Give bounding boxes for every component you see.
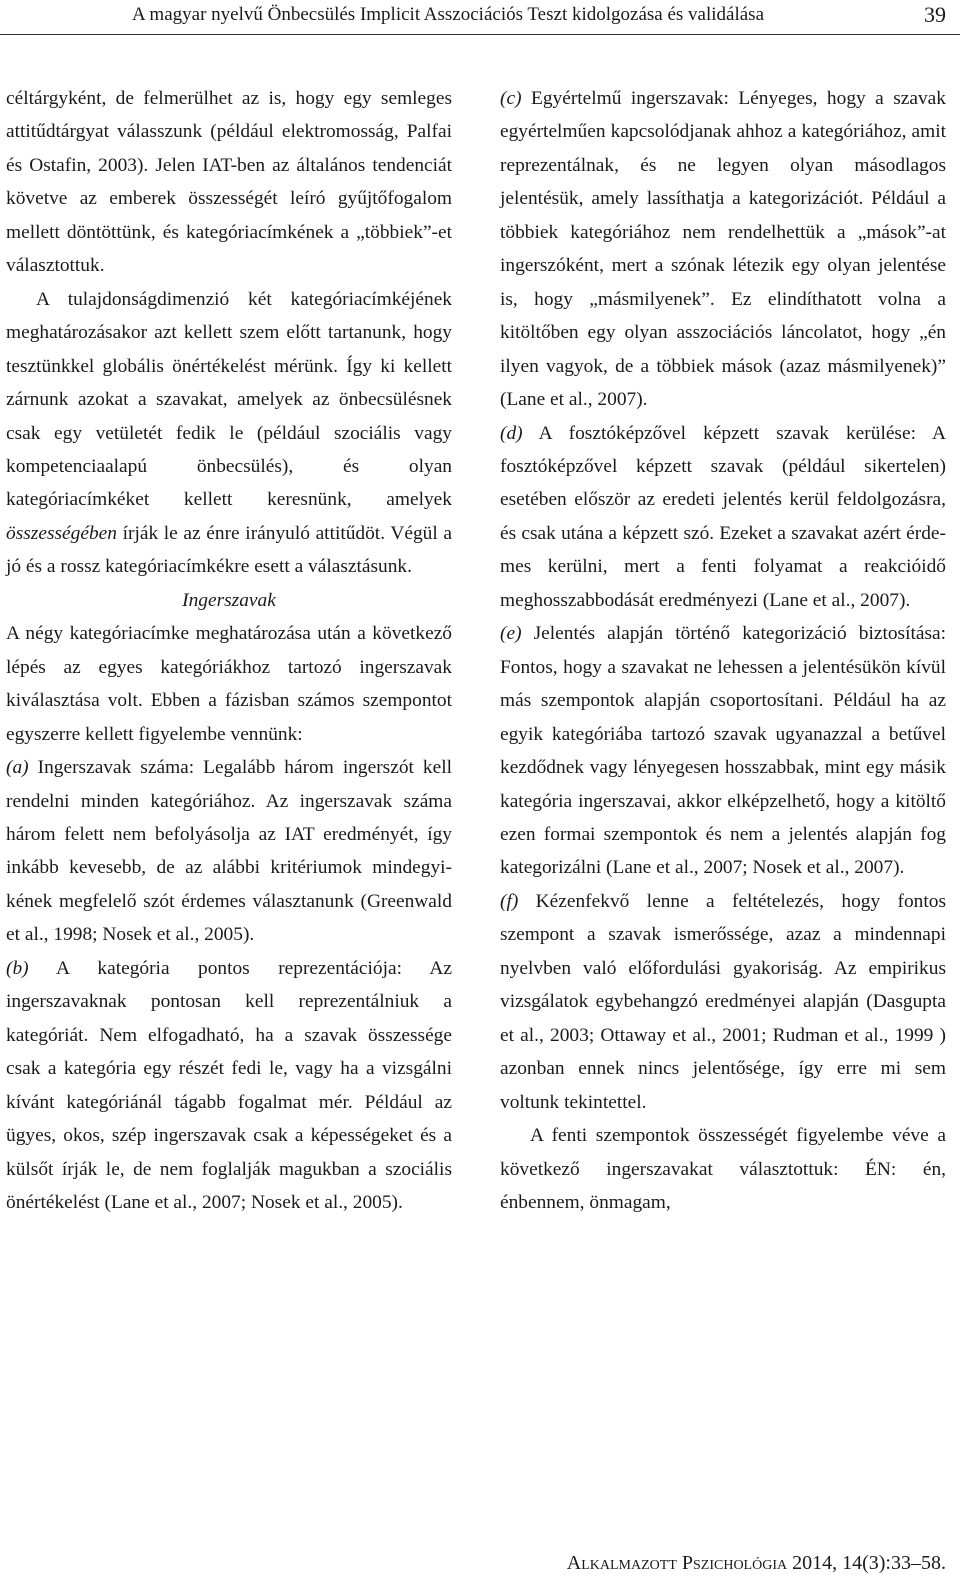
left-column (6, 82, 452, 1219)
section-heading: Ingerszavak (182, 589, 276, 611)
item-label: (c) (500, 88, 522, 109)
journal-footer (567, 1552, 946, 1575)
list-item (500, 617, 946, 885)
paragraph: A négy kategóriacímke meghatározása után a következő lépés az egyes kategóriákhoz tartozó ingerszavak kiválasztása volt. Ebben a fázisban számos szempontot egyszerre kellett figyelembe vennünk: (6, 623, 452, 745)
item-text: A kategória pontos reprezentációja: Az ingerszavaknak pontosan kell reprezentálniuk a kategóriát. Nem elfogadható, ha a szavak összessége csak a kategória egy részét fedi le, vagy ha a vizsgálni kívánt kategóriánál tágabb fogalmat mér. Például az ügyes, okos, szép ingerszavak csak a képességeket és a külsőt írják le, de nem foglalják magukban a szociális önértékelést (Lane et al., 2007; Nosek et al., 2005). (6, 957, 452, 1213)
list-item (6, 952, 452, 1220)
item-text: Kézenfekvő lenne a feltételezés, hogy fontos szempont a szavak ismerőssége, azaz a mindennapi nyelvben való előfordulási gyakoriság. Az empirikus vizsgálatok egybehangzó eredményei alapján (Dasgupta et al., 2003; Ottaway et al., 2001; Rudman et al., 1999 ) azonban ennek nincs jelentősége, így erre mi sem voltunk tekintettel. (500, 890, 946, 1113)
list-item (6, 751, 452, 952)
paragraph: A fenti szempontok összességét figyelembe véve a következő ingerszavakat választottuk: ÉN: én, énbennem, önmagam, (500, 1125, 946, 1213)
header-rule (0, 34, 960, 35)
running-head (0, 0, 960, 40)
running-title: A magyar nyelvű Önbecsülés Implicit Asszociációs Teszt kidolgozása és validálása (132, 4, 765, 25)
item-label: (a) (6, 757, 29, 779)
item-label: (b) (6, 957, 29, 979)
paragraph-text: A tulajdonságdimenzió két kategóriacímkéjének meghatározásakor azt kellett szem előtt tartanunk, hogy tesztünkkel globális önértékelést mérünk. Így ki kellett zárnunk azokat a szavakat, amelyek az önbecsülésnek csak egy vetületét fedik le (például szociális vagy kompetenciaalapú önbecsülés), és olyan kategóriacímkéket kellett keresnünk, amelyek (6, 288, 452, 511)
item-text: Jelentés alapján történő kategorizáció biztosítása: Fontos, hogy a szavakat ne lehessen a jelentésükön kívül más szempontok alapján csoportosítani. Például ha az egyik kategóriába tartozó szavak ugyanazzal a betűvel kezdődnek vagy lényegesen hosszabbak, mint egy másik kategória ingerszavai, akkor elképzelhető, hogy a kitöltő ezen formai szempontok és nem a jelentés alapján fog kategorizálni (Lane et al., 2007; Nosek et al., 2007). (500, 623, 946, 879)
item-text: A fosztóképzővel képzett szavak kerülése: A fosztóképzővel képzett szavak (például sikertelen) esetében először az eredeti jelentés kerül feldolgozásra, és csak utána a képzett szó. Ezeket a szavakat azért érdemes kerülni, mert a fenti folyamat a reakcióidő meghosszabbodását eredményezi (Lane et al., 2007). (500, 422, 946, 611)
item-text: Egyértelmű ingerszavak: Lényeges, hogy a szavak egyértelműen kapcsolódjanak ahhoz a kategóriához, amit reprezentálnak, és ne legyen olyan másodlagos jelentésük, amely lassíthatja a kategorizációt. Például a többiek kategóriához nem rendelhettük a „mások”-at ingerszóként, mert a szónak létezik egy olyan jelentése is, hogy „másmilyenek”. Ez elindíthatott volna a kitöltőben egy olyan asszociációs láncolatot, hogy „én ilyen vagyok, de a többiek mások (azaz másmilyenek)” (Lane et al., 2007). (500, 88, 946, 411)
item-label: (d) (500, 422, 523, 444)
journal-citation: 2014, 14(3):33–58. (787, 1552, 946, 1574)
paragraph-text: írják le az énre irányuló attitűdöt. Végül a jó és a rossz kategóriacímkékre esett a választásunk. (6, 522, 452, 578)
journal-name: Alkalmazott Pszichológia (566, 1552, 788, 1574)
list-item (500, 417, 946, 618)
item-label: (f) (500, 890, 519, 912)
list-item (500, 885, 946, 1119)
paragraph (6, 283, 452, 584)
right-column (500, 82, 946, 1219)
item-text: Ingerszavak száma: Legalább három ingerszót kell rendelni minden kategóriához. Az ingerszavak száma három felett nem befolyásolja az IAT eredményét, így inkább kevesebb, de az alábbi kritériumok mindegyikének megfelelő szót érdemes választanunk (Greenwald et al., 1998; Nosek et al., 2005). (6, 757, 452, 946)
item-label: (e) (500, 623, 522, 645)
paragraph: céltárgyként, de felmerülhet az is, hogy egy semleges attitűdtárgyat válasszunk (például elektromosság, Palfai és Ostafin, 2003). Jelen IAT-ben az általános tendenciát követve az emberek összességét leíró gyűjtőfogalom mellett döntöttünk, és kategóriacímkének a „többiek”-et választottuk. (6, 88, 452, 277)
page-number: 39 (924, 2, 946, 27)
emphasized-text: összességében (6, 522, 117, 544)
list-item (500, 82, 946, 417)
